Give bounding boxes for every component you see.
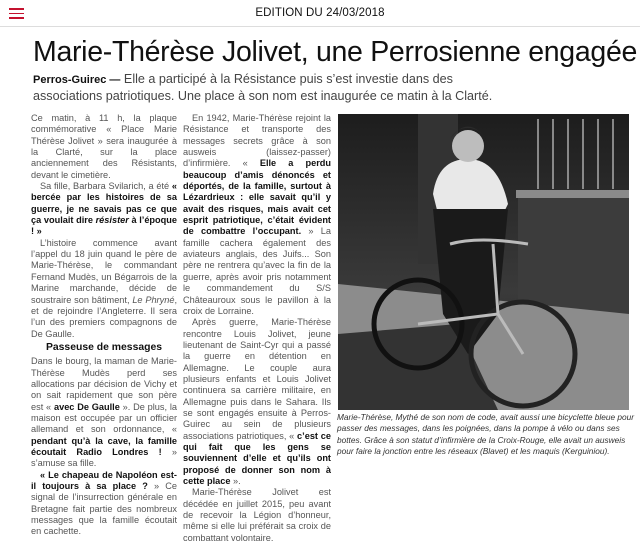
- quote-text: « bercée par les histoires de sa guerre, je ne savais pas ce que ça voulait dire: [31, 181, 177, 226]
- quote-text: « Le chapeau de Napoléon est-il toujours à sa place ?: [31, 469, 177, 491]
- article-lead: [33, 71, 493, 104]
- body-text: Ce matin, à 11 h, la plaque commémorative « Place Marie Thérèse Jolivet » sera inaugurée à la Clarté, sur la place anciennement des Résistants, devant le cimetière.: [31, 113, 177, 180]
- body-text: ». De plus, la maison est occupée par un officier allemand et son ordonnance, «: [31, 401, 177, 435]
- photo-caption: Marie-Thérèse, Mythé de son nom de code, avait aussi une bicyclette bleue pour passer des messages, dans les poignées, dans la pompe à vélo ou dans ses bottes. Grâce à son statut d’infirmière de la Croix-Rouge, elle avait un ausweis pour faire la jonction entre les réseaux (Blavet) et les maquis (Kerguiniou).: [337, 412, 635, 456]
- quote-text: Le Phryné: [132, 294, 175, 305]
- body-text: Marie-Thérèse Jolivet est décédée en juillet 2015, peu avant de recevoir la Légion d’honneur, même si elle lui préférait sa croix de combattant volontaire.: [183, 487, 331, 543]
- body-text: Sa fille, Barbara Svilarich, a été: [40, 181, 172, 192]
- paragraph: [31, 238, 177, 340]
- body-text: » Ce signal de l’insurrection générale en Bretagne fait partie des nombreux messages que la famille écoutait en cachette.: [31, 481, 177, 537]
- paragraph: [183, 113, 331, 317]
- article-column-2: [183, 113, 331, 544]
- top-bar: [0, 0, 640, 27]
- paragraph: [31, 470, 177, 538]
- body-text: , et de rejoindre l’Angleterre. Il sera l’un des premiers compagnons de De Gaulle.: [31, 294, 177, 339]
- section-heading: [31, 342, 177, 353]
- body-text: ».: [230, 476, 241, 486]
- body-text: » La famille cachera également des aviateurs anglais, des Juifs... Son père ne rentrera qu’avec la fin de la guerre, après avoir pris notamment le commandement du S/S Châteauroux sous le pavillon à la croix de Lorraine.: [183, 226, 331, 316]
- quote-text: c’est ce qui fait que les gens se souviennent d’elle et qu’ils ont proposé de donner son nom à cette place: [183, 430, 331, 486]
- quote-text: résister: [95, 215, 129, 226]
- body-text: L’histoire commence avant l’appel du 18 juin quand le père de Marie-Thérèse, le commandant Fernand Mudès, un Bégarrois de la Marine marchande, décide de soustraire son bâtiment,: [31, 237, 177, 305]
- body-text: Passeuse de messages: [45, 341, 163, 353]
- quote-text: pendant qu’à la cave, la famille écoutait Radio Londres !: [31, 435, 177, 457]
- photo-woman-on-bicycle: [338, 114, 629, 410]
- quote-text: avec De Gaulle: [53, 401, 120, 412]
- quote-text: à l’époque ! »: [31, 215, 177, 237]
- paragraph: [183, 487, 331, 544]
- paragraph: [31, 356, 177, 469]
- body-text: Dans le bourg, la maman de Marie-Thérèse Mudès perd ses allocations par décision de Vichy et on sait rapidement que son père est «: [31, 356, 177, 412]
- lead-text: Elle a participé à la Résistance puis s’est investie dans des associations patriotiques. Une place à son nom est inaugurée ce matin à la Clarté.: [33, 72, 493, 103]
- article-column-1: [31, 113, 177, 538]
- paragraph: [31, 181, 177, 238]
- article-title: Marie-Thérèse Jolivet, une Perrosienne engagée: [33, 36, 638, 68]
- article-photo: [338, 114, 629, 410]
- paragraph: [31, 113, 177, 181]
- edition-date: EDITION DU 24/03/2018: [255, 7, 385, 19]
- body-text: En 1942, Marie-Thérèse rejoint la Résistance et transporte des messages secrets grâce à son ausweis (laissez-passer) d’infirmière. «: [183, 113, 331, 169]
- body-text: » s’amuse sa fille.: [31, 446, 177, 469]
- dateline: Perros-Guirec —: [33, 74, 121, 86]
- paragraph: [183, 317, 331, 487]
- quote-text: Elle a perdu beaucoup d’amis dénoncés et déportés, de la famille, surtout à Lézardrieux : elle savait qu’il y avait des risques, mais avait cet esprit patriotique, c’était évident de combattre l’occupant.: [183, 158, 331, 237]
- body-text: Après guerre, Marie-Thérèse rencontre Louis Jolivet, jeune lieutenant de Saint-Cyr qui a passé la guerre en détention en Allemagne. Le couple aura plusieurs enfants et Louis Jolivet continuera sa carrière militaire, en Allemagne puis dans le Sahara. Ils se sont engagés ensuite à Perros-Guirec au sein de plusieurs associations patriotiques, «: [183, 317, 331, 441]
